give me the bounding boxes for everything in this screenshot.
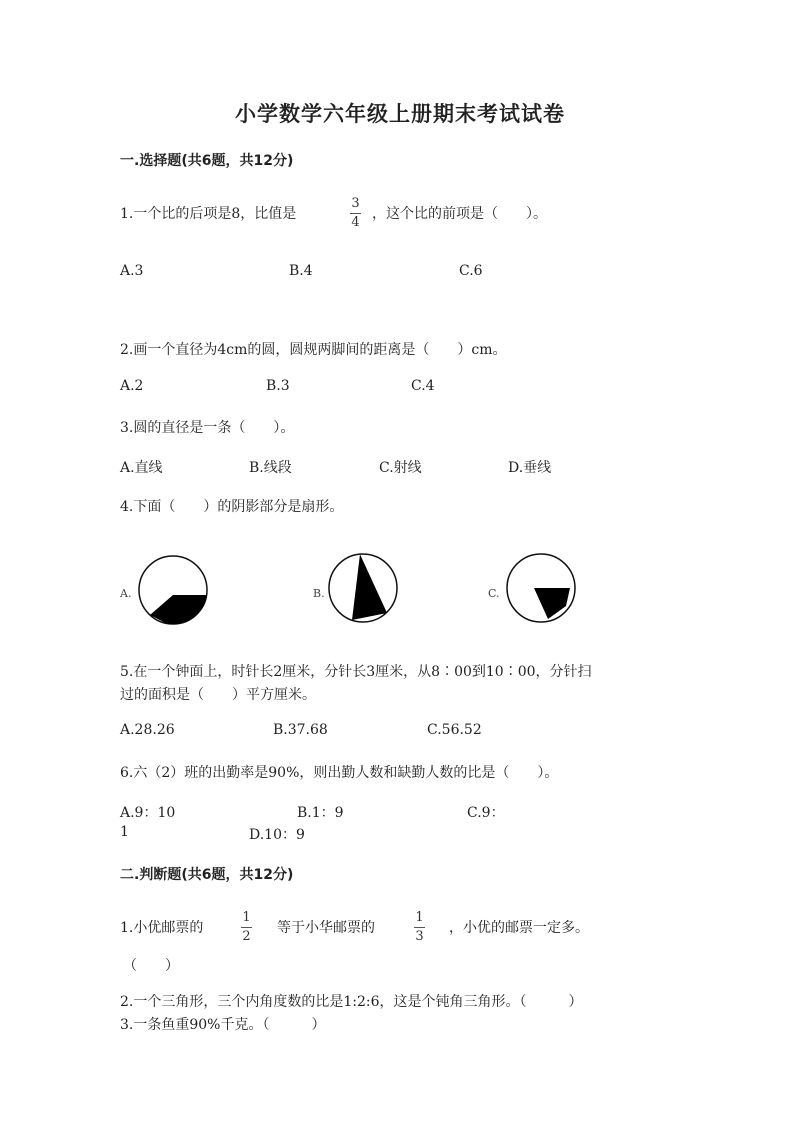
q6-option-b: B.1：9 [297, 805, 344, 821]
fraction-1-3 [414, 910, 425, 945]
section-heading-judgement: 二.判断题(共6题，共12分) [120, 867, 294, 883]
page-title: 小学数学六年级上册期末考试试卷 [235, 101, 565, 126]
q2-option-a: A.2 [120, 378, 144, 394]
q6-option-c-wrap: 1 [120, 824, 129, 840]
question-6-text: 6.六（2）班的出勤率是90%，则出勤人数和缺勤人数的比是（ ）。 [120, 765, 559, 781]
q5-option-c: C.56.52 [427, 722, 482, 738]
fraction-bar [414, 927, 425, 928]
q3-option-d: D.垂线 [508, 460, 552, 476]
question-1-text: 1.一个比的后项是8，比值是 [120, 206, 297, 222]
q5-option-a: A.28.26 [120, 722, 175, 738]
q5-option-b: B.37.68 [273, 722, 328, 738]
question-5-text-line2: 过的面积是（ ）平方厘米。 [120, 687, 316, 703]
question-4-text: 4.下面（ ）的阴影部分是扇形。 [120, 499, 344, 515]
judge-1-text: 1.小优邮票的 [120, 920, 204, 936]
fraction-numerator: 1 [242, 910, 251, 925]
fraction-numerator: 1 [415, 910, 424, 925]
q3-option-b: B.线段 [249, 460, 292, 476]
q3-option-c: C.射线 [379, 460, 422, 476]
figure-c-circle [504, 553, 578, 623]
fraction-3-4 [350, 196, 361, 231]
question-1-text-tail: ，这个比的前项是（ ）。 [372, 206, 547, 222]
q6-option-d: D.10：9 [249, 827, 305, 843]
q2-option-c: C.4 [411, 378, 435, 394]
fraction-bar [350, 213, 361, 214]
fraction-denominator: 4 [351, 215, 360, 230]
q6-option-c: C.9： [467, 805, 505, 821]
q1-option-c: C.6 [459, 263, 483, 279]
fraction-denominator: 3 [415, 929, 424, 944]
fraction-1-2 [241, 910, 252, 945]
fraction-bar [241, 927, 252, 928]
q1-option-b: B.4 [289, 263, 313, 279]
judge-1-text-middle: 等于小华邮票的 [277, 920, 375, 936]
question-5-text-line1: 5.在一个钟面上，时针长2厘米，分针长3厘米，从8∶00到10∶00，分针扫 [120, 664, 592, 680]
question-3-text: 3.圆的直径是一条（ ）。 [120, 420, 295, 436]
judge-3-text: 3.一条鱼重90%千克。（ ） [120, 1017, 326, 1033]
q2-option-b: B.3 [266, 378, 290, 394]
fraction-denominator: 2 [242, 929, 251, 944]
section-heading-choice: 一.选择题(共6题，共12分) [120, 153, 294, 169]
figure-label-b: B. [313, 587, 325, 600]
judge-1-answer-blank: （ ） [123, 958, 179, 974]
fraction-numerator: 3 [351, 196, 360, 211]
figure-label-a: A. [120, 587, 132, 600]
q1-option-a: A.3 [120, 263, 144, 279]
figure-b-circle [326, 553, 400, 623]
figure-label-c: C. [488, 587, 500, 600]
q6-option-a: A.9：10 [120, 805, 176, 821]
judge-1-text-tail: ，小优的邮票一定多。 [449, 920, 589, 936]
q3-option-a: A.直线 [120, 460, 163, 476]
question-2-text: 2.画一个直径为4cm的圆，圆规两脚间的距离是（ ）cm。 [120, 342, 507, 358]
judge-2-text: 2.一个三角形，三个内角度数的比是1:2:6，这是个钝角三角形。（ ） [120, 994, 583, 1010]
figure-a-circle [136, 555, 210, 625]
